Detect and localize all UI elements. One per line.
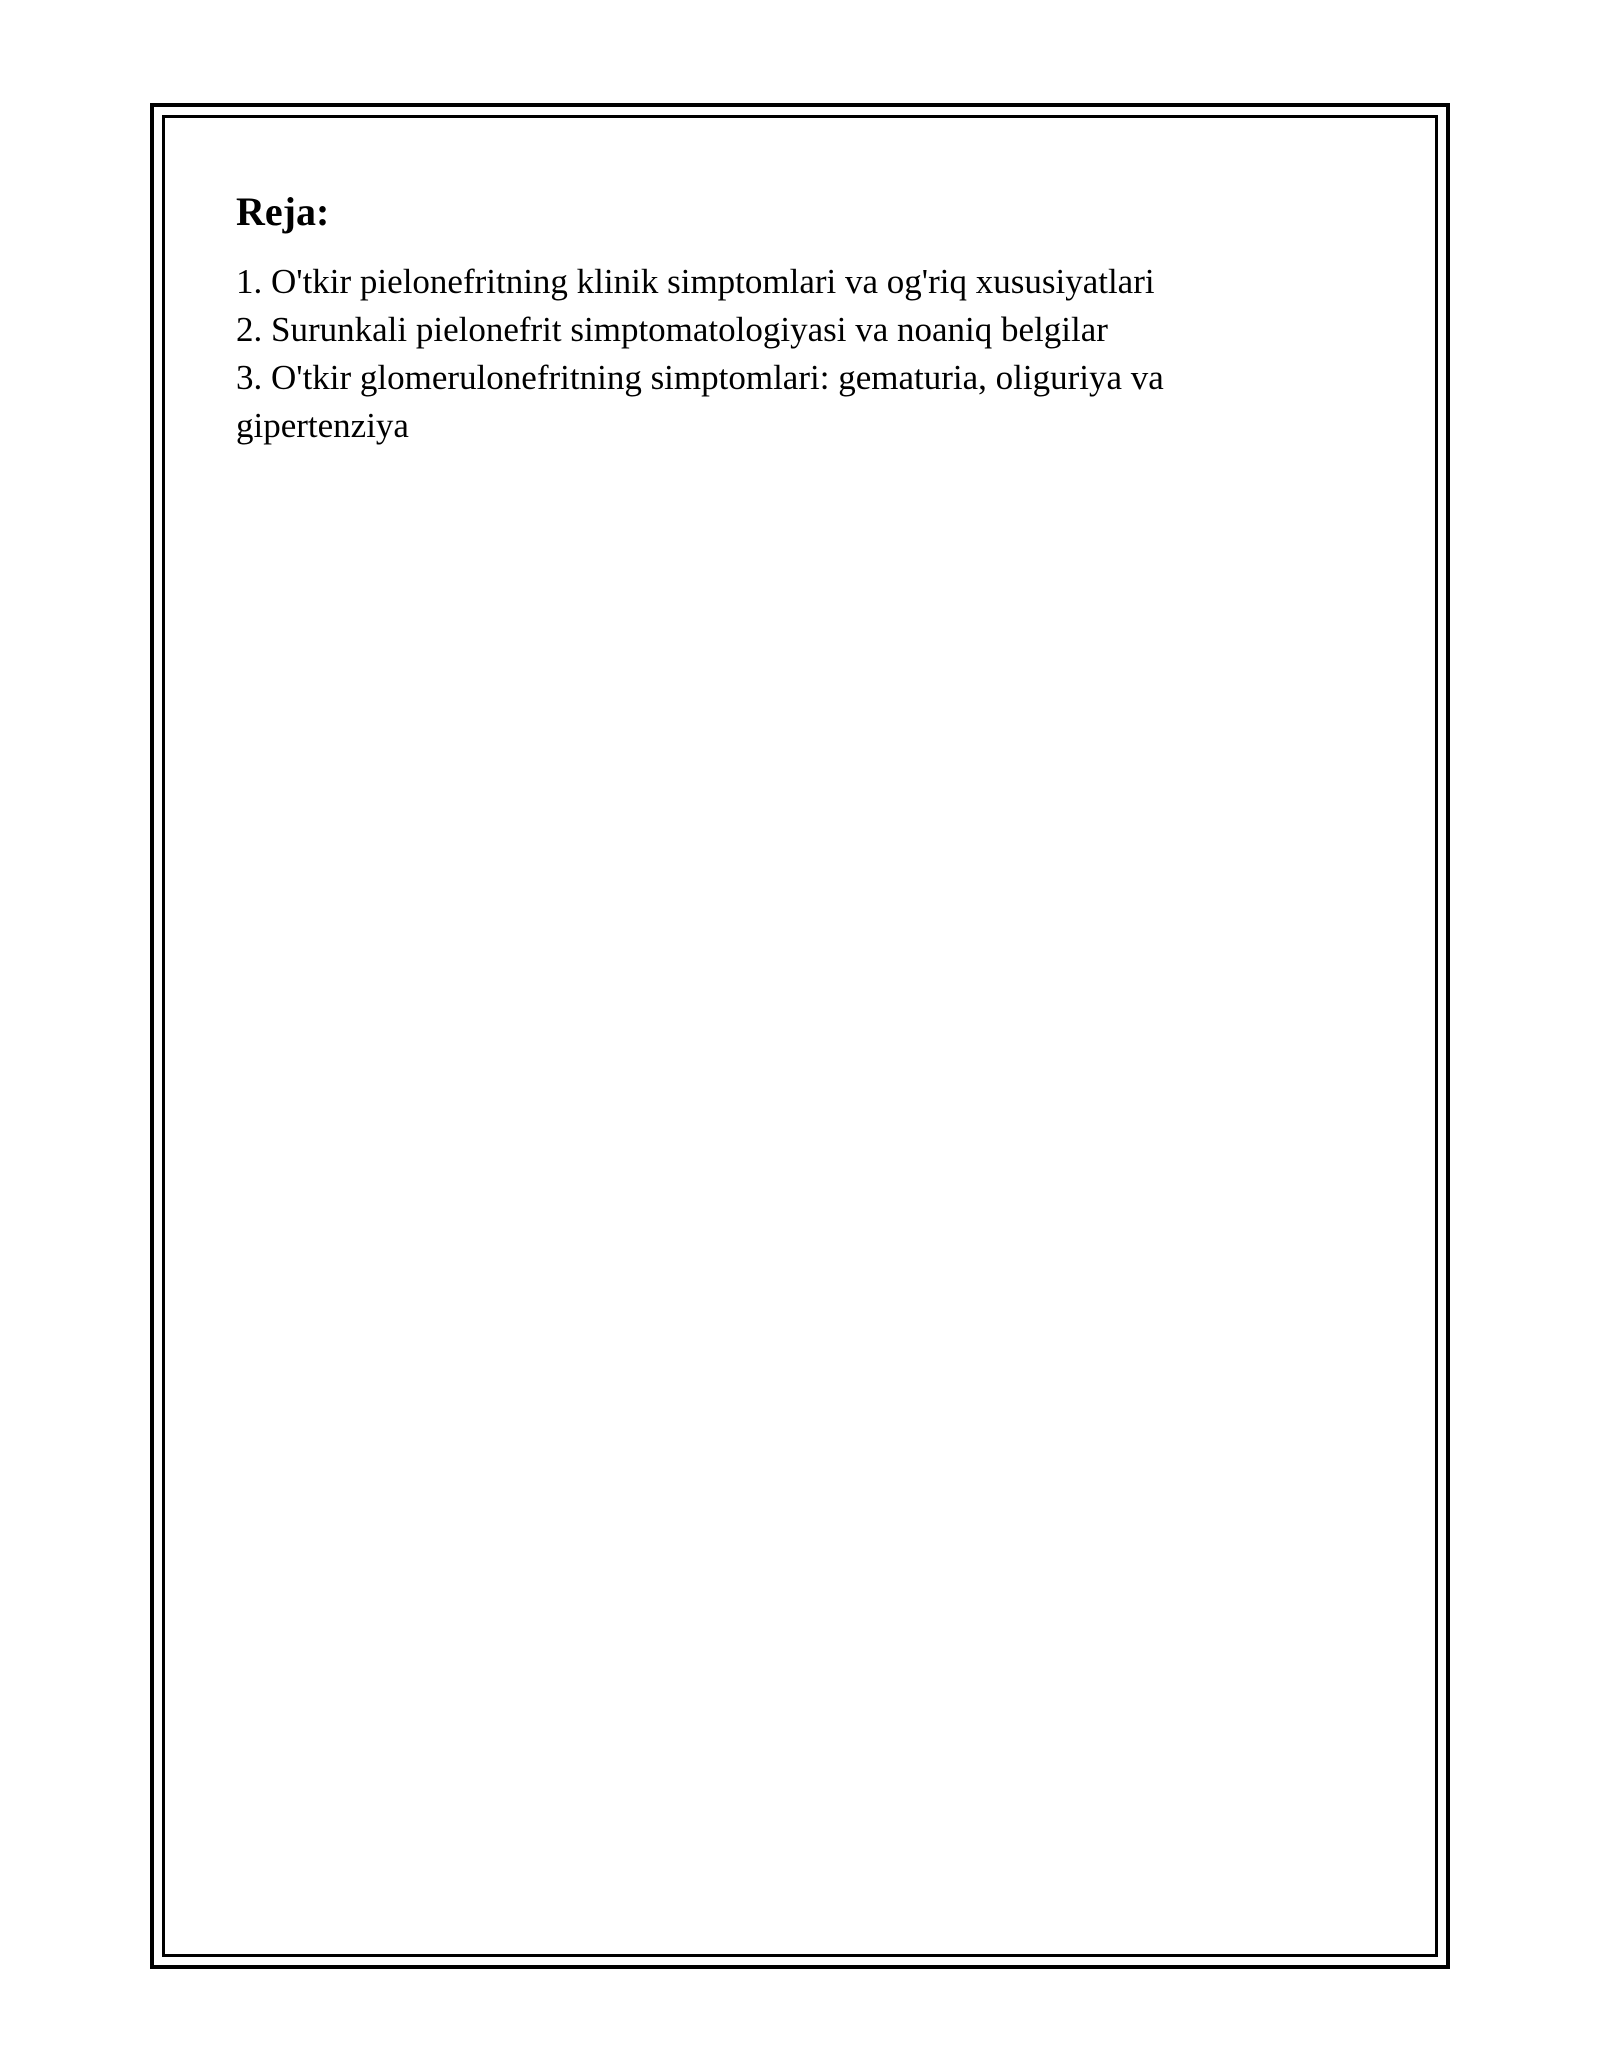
plan-item-text: Surunkali pielonefrit simptomatologiyasi va noaniq belgilar — [271, 310, 1108, 349]
plan-list — [236, 258, 1356, 450]
plan-item-number: 2. — [236, 310, 263, 349]
plan-item-1 — [236, 258, 1246, 306]
plan-item-number: 1. — [236, 262, 263, 301]
document-content — [236, 186, 1356, 450]
plan-item-2 — [236, 306, 1246, 354]
plan-heading: Reja: — [236, 189, 330, 234]
plan-item-number: 3. — [236, 358, 263, 397]
plan-item-text: O'tkir pielonefritning klinik simptomlari va og'riq xususiyatlari — [271, 262, 1155, 301]
plan-item-text: O'tkir glomerulonefritning simptomlari: gematuria, oliguriya va gipertenziya — [236, 358, 1164, 445]
plan-item-3 — [236, 354, 1246, 450]
